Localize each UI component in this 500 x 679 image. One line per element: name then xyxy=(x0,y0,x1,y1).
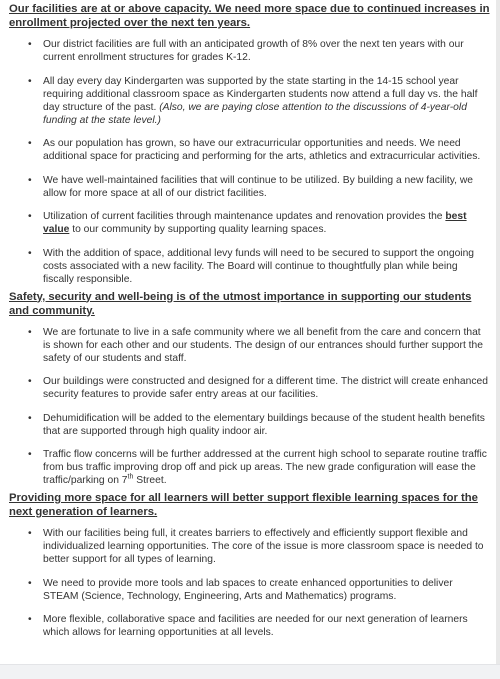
section-heading: Providing more space for all learners will better support flexible learning spaces for the next generation of learners. xyxy=(9,492,478,518)
section-heading: Our facilities are at or above capacity. We need more space due to continued increases in enrollment projected over the next ten years. xyxy=(9,3,490,29)
list-item-text: More flexible, collaborative space and facilities are needed for our next generation of learners which allows for learning opportunities at all levels. xyxy=(43,614,468,638)
list-item-text: With the addition of space, additional levy funds will need to be secured to support the ongoing costs associated with a new facility. The Board will continue to thoughtfully plan while being fiscally responsible. xyxy=(43,247,475,285)
list-item xyxy=(9,210,490,236)
bullet-icon: • xyxy=(28,449,32,460)
bullet-icon: • xyxy=(28,75,32,87)
list-item-text-plain: Traffic flow concerns will be further addressed at the current high school to separate routine traffic from bus traffic improving drop off and pick up areas. The new grade configuration will ease the traffic/parking on 7 xyxy=(43,449,487,486)
list-item xyxy=(9,412,490,438)
bullet-icon: • xyxy=(28,412,32,424)
list-item-text-plain: Street. xyxy=(133,475,167,486)
list-item xyxy=(9,613,490,639)
emphasis-best-value: best value xyxy=(43,211,467,235)
list-item-text xyxy=(43,448,490,487)
bullet-list xyxy=(9,38,490,286)
list-item-text-plain: All day every day Kindergarten was supported by the state starting in the 14-15 school year requiring additional classroom space as Kindergarten students now attend a full day vs. the half day structure of the past. xyxy=(43,75,478,113)
list-item-text-plain: to our community by supporting quality learning spaces. xyxy=(69,224,327,235)
bullet-icon: • xyxy=(28,376,32,387)
bullet-list xyxy=(9,527,490,639)
bullet-list xyxy=(9,326,490,488)
list-item-text: Our district facilities are full with an anticipated growth of 8% over the next ten years with our current enrollment structures for grades K-12. xyxy=(43,39,464,63)
list-item xyxy=(9,326,490,365)
list-item xyxy=(9,247,490,286)
bullet-icon: • xyxy=(28,138,32,149)
list-item xyxy=(9,577,490,603)
bullet-icon: • xyxy=(28,211,32,222)
list-item-text: Our buildings were constructed and designed for a different time. The district will create enhanced security features to provide safer entry areas at our facilities. xyxy=(43,376,488,400)
list-item-text: As our population has grown, so have our extracurricular opportunities and needs. We need additional space for practicing and performing for the arts, athletics and extracurricular activities. xyxy=(43,138,481,162)
bullet-icon: • xyxy=(28,247,32,259)
list-item xyxy=(9,448,490,487)
scrollbar[interactable] xyxy=(496,0,500,665)
list-item xyxy=(9,174,490,200)
list-item-text xyxy=(43,210,490,236)
bullet-icon: • xyxy=(28,577,32,589)
list-item-text: With our facilities being full, it creates barriers to effectively and efficiently support flexible and individualized learning opportunities. The core of the issue is more classroom space is needed to better support for all types of learning. xyxy=(43,528,484,565)
list-item-text: We have well-maintained facilities that will continue to be utilized. By building a new facility, we allow for more space at all of our district facilities. xyxy=(43,174,474,199)
superscript-th: th xyxy=(127,473,134,481)
bullet-icon: • xyxy=(28,326,32,338)
section-heading: Safety, security and well-being is of the utmost importance in supporting our students and community. xyxy=(9,290,472,317)
list-item-text: We need to provide more tools and lab spaces to create enhanced opportunities to deliver STEAM (Science, Technology, Engineering, Arts and Mathematics) programs. xyxy=(43,577,453,602)
bullet-icon: • xyxy=(28,174,32,186)
bottom-bar xyxy=(0,664,500,679)
section-safety xyxy=(9,290,490,488)
list-item-text xyxy=(43,75,490,127)
list-item-text: We are fortunate to live in a safe community where we all benefit from the care and concern that is shown for each other and our students. The design of our entrances should further support the safety of our students and staff. xyxy=(43,326,483,364)
bullet-icon: • xyxy=(28,39,32,50)
list-item xyxy=(9,137,490,163)
section-capacity xyxy=(9,2,490,286)
list-item xyxy=(9,375,490,401)
list-item-text-plain: Utilization of current facilities through maintenance updates and renovation provides the xyxy=(43,211,446,222)
list-item xyxy=(9,38,490,64)
bullet-icon: • xyxy=(28,614,32,625)
section-learners xyxy=(9,491,490,639)
list-item xyxy=(9,75,490,127)
list-item xyxy=(9,527,490,566)
list-item-text-italic: (Also, we are paying close attention to the discussions of 4-year-old funding at the state level.) xyxy=(43,101,467,126)
bullet-icon: • xyxy=(28,528,32,539)
list-item-text: Dehumidification will be added to the elementary buildings because of the student health benefits that are supported through high quality indoor air. xyxy=(43,412,485,437)
